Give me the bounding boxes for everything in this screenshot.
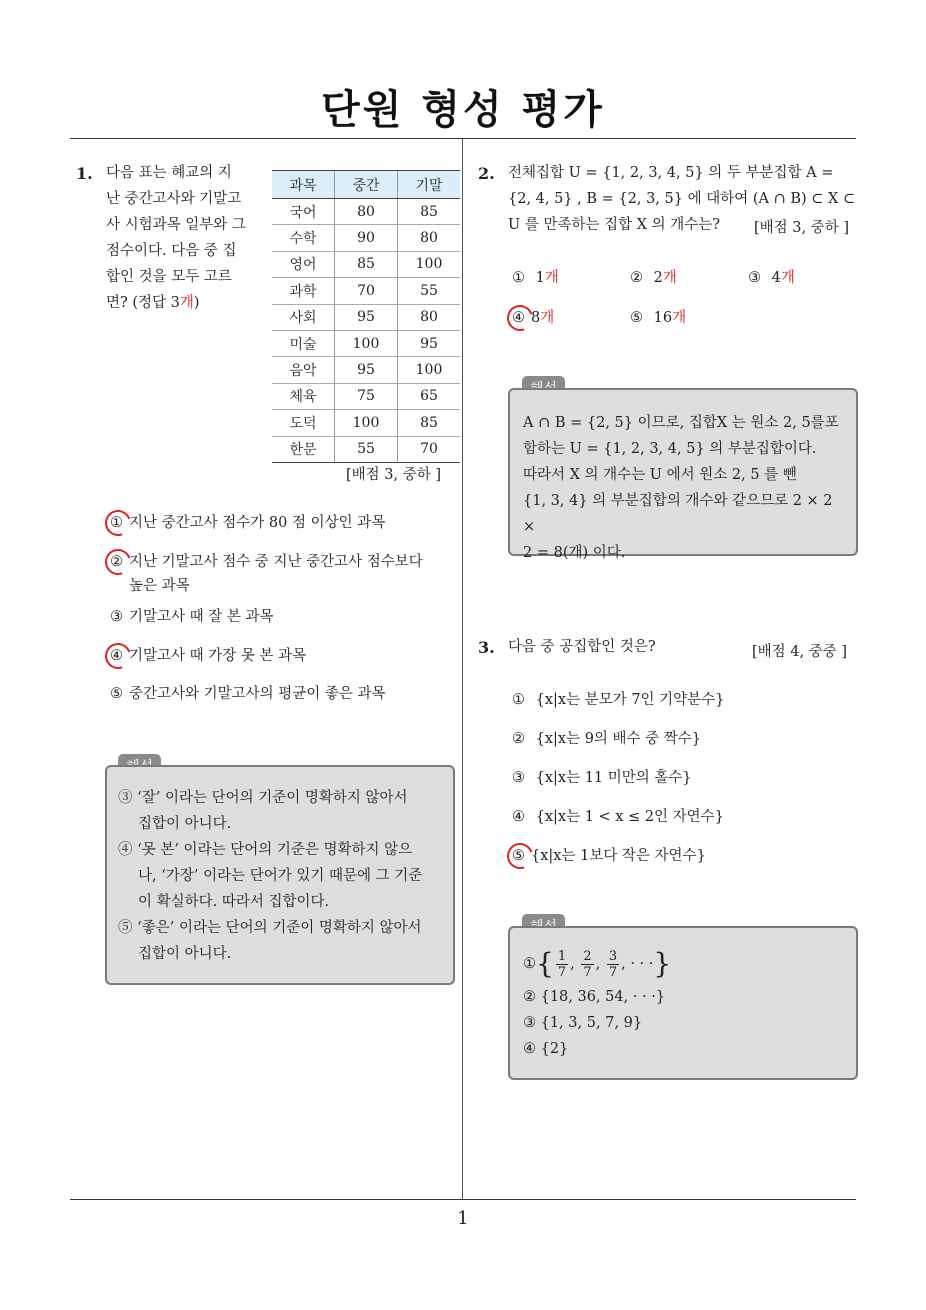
top-divider (70, 138, 856, 139)
table-row: 국어 80 85 (272, 199, 460, 225)
q1-stem: 다음 표는 혜교의 지 난 중간고사와 기말고 사 시험과목 일부와 그 점수이다. 다음 중 집 합인 것을 모두 고르 면? (정답 3개) (106, 165, 246, 311)
table-row: 미술 100 95 (272, 330, 460, 356)
q2-choice-1[interactable]: ① 1개 (512, 270, 559, 286)
table-row: 영어 85 100 (272, 251, 460, 277)
q1-choice-3[interactable]: ③ 기말고사 때 잘 본 과목 (110, 605, 274, 629)
table-row: 과학 70 55 (272, 278, 460, 304)
table-header: 과목 (272, 171, 335, 199)
table-header: 중간 (335, 171, 398, 199)
q3-choice-4[interactable]: ④ {x|x는 1 < x ≤ 2인 자연수} (512, 809, 724, 825)
q3-choice-3[interactable]: ③ {x|x는 11 미만의 홀수} (512, 770, 692, 786)
q3-choice-2[interactable]: ② {x|x는 9의 배수 중 짝수} (512, 731, 702, 747)
q2-choice-2[interactable]: ② 2개 (630, 270, 677, 286)
page-title: 단원 형성 평가 (321, 87, 605, 133)
q2-number: 2. (478, 164, 495, 183)
choice-mark: ③ (110, 609, 123, 625)
q2-explanation-box: A ∩ B = {2, 5} 이므로, 집합X 는 원소 2, 5를포 함하는 U = {1, 2, 3, 4, 5} 의 부분집합이다. 따라서 X 의 개수는 U 에서 원소 2, 5 를 뺀 {1, 3, 4} 의 부분집합의 개수와 같으므로 2 × 2 × 2 = 8(개) 이다. (508, 388, 858, 556)
table-row: 도덕 100 85 (272, 410, 460, 436)
q1-choice-1[interactable]: ① 지난 중간고사 점수가 80 점 이상인 과목 (110, 511, 385, 535)
q2-choice-5[interactable]: ⑤ 16개 (630, 310, 687, 326)
q2-choice-3[interactable]: ③ 4개 (748, 270, 795, 286)
q3-choice-1[interactable]: ① {x|x는 분모가 7인 기약분수} (512, 692, 725, 708)
q2-choice-4[interactable]: ④ 8개 (512, 306, 554, 330)
q1-number: 1. (76, 164, 93, 183)
table-row: 수학 90 80 (272, 225, 460, 251)
q1-choice-4[interactable]: ④ 기말고사 때 가장 못 본 과목 (110, 644, 306, 668)
choice-mark: ② (110, 550, 129, 574)
q2-stem: 전체집합 U = {1, 2, 3, 4, 5} 의 두 부분집합 A = {2, 4, 5} , B = {2, 3, 5} 에 대하여 (A ∩ B) ⊂ X ⊂ U 를 만족하는 집합 X 의 개수는? (508, 165, 856, 233)
page-number: 1 (457, 1208, 469, 1229)
choice-mark: ① (110, 511, 129, 535)
q1-choice-5[interactable]: ⑤ 중간고사와 기말고사의 평균이 좋은 과목 (110, 682, 386, 706)
q3-choice-5[interactable]: ⑤ {x|x는 1보다 작은 자연수} (512, 844, 706, 868)
q3-stem: 다음 중 공집합인 것은? (508, 639, 656, 655)
q3-number: 3. (478, 638, 495, 657)
q1-choice-2[interactable]: ② 지난 기말고사 점수 중 지난 중간고사 점수보다 높은 과목 (110, 550, 423, 598)
table-row: 사회 95 80 (272, 304, 460, 330)
q1-meta: [배점 3, 중하 ] (346, 467, 442, 483)
table-row: 음악 95 100 (272, 357, 460, 383)
bottom-divider (70, 1199, 856, 1200)
q1-explanation-box: ③ ‘잘’ 이라는 단어의 기준이 명확하지 않아서 집합이 아니다. ④ ‘못 본’ 이라는 단어의 기준은 명확하지 않으 나, ‘가장’ 이라는 단어가 있기 때문에 그 기준 이 확실하다. 따라서 집합이다. ⑤ ‘좋은’ 이라는 단어의 기준이 명확하지 않아서 집합이 아니다. (105, 765, 455, 985)
table-row: 체육 75 65 (272, 383, 460, 409)
q2-meta: [배점 3, 중하 ] (754, 220, 850, 236)
column-divider (462, 139, 463, 1200)
q1-score-table (272, 170, 460, 463)
q3-explanation-box: ①{ $\frac{1}{7}$ , $\frac{2}{7}$ , $\frac{3}{7}$ , · · ·} ② {18, 36, 54, · · ·} ③ {1, 3, 5, 7, 9} ④ {2} (508, 926, 858, 1080)
choice-mark: ⑤ (110, 686, 123, 702)
table-row: 한문 55 70 (272, 436, 460, 462)
choice-mark: ④ (110, 644, 129, 668)
table-header: 기말 (398, 171, 461, 199)
q3-explanation-first: ①{ $\frac{1}{7}$ , $\frac{2}{7}$ , $\frac{3}{7}$ , · · ·} (523, 947, 672, 980)
q3-meta: [배점 4, 중중 ] (752, 644, 848, 660)
